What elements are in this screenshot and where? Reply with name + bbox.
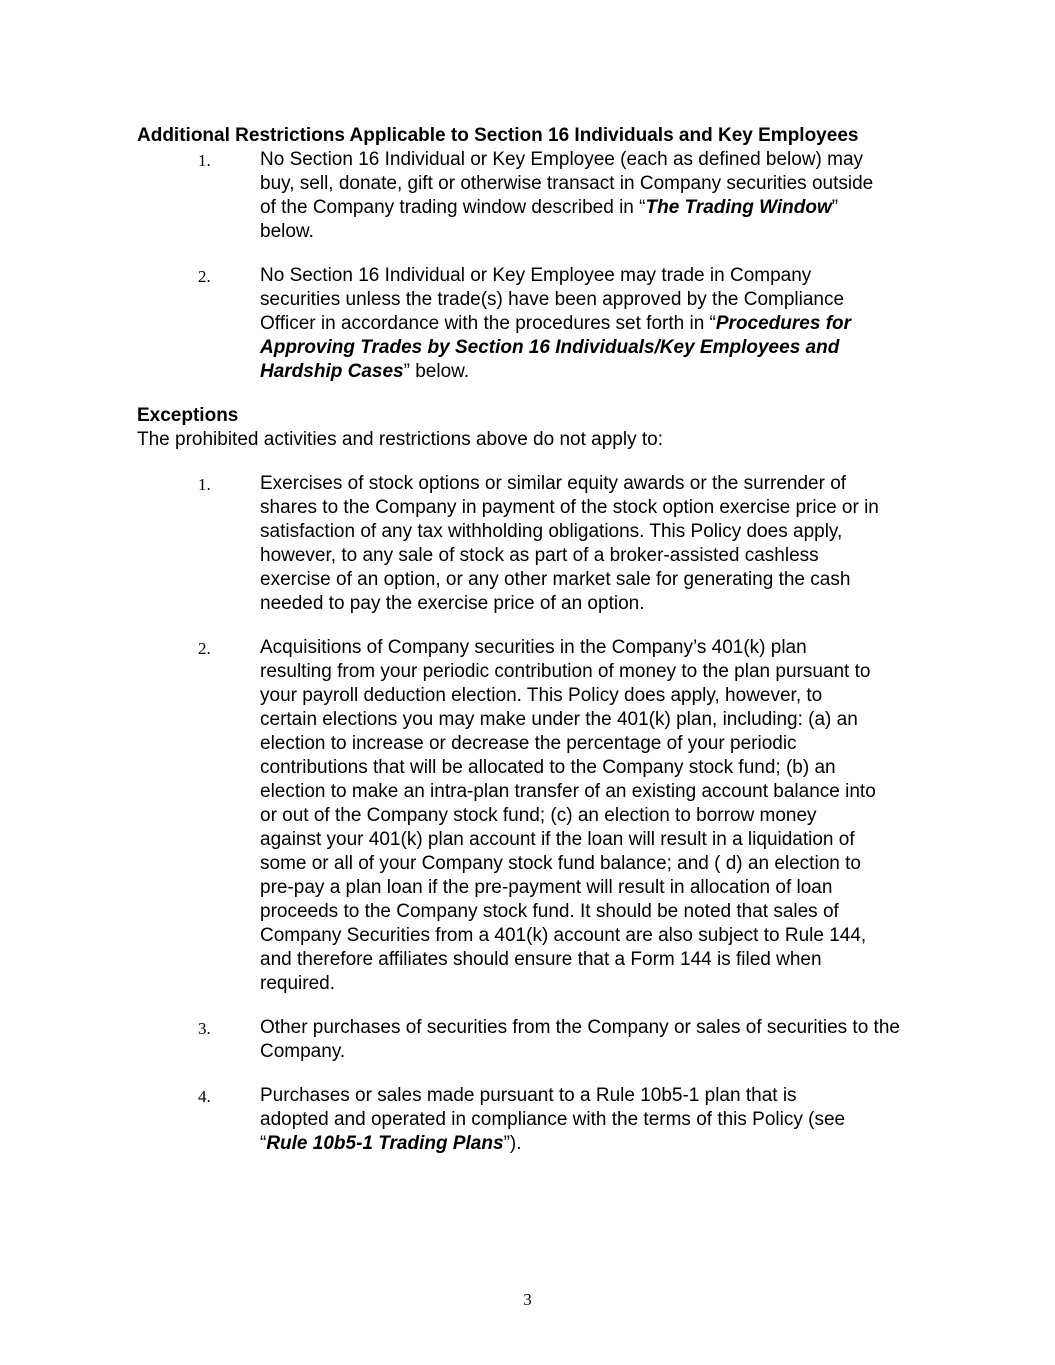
exception-item-text: Acquisitions of Company securities in the Company’s 401(k) plan resulting from your periodic contribution of money to the plan pursuant to your payroll deduction election. This Policy does apply, however, to certain elections you may make under the 401(k) plan, including: (a) an election to increase or decrease the percentage of your periodic contributions that will be allocated to the Company stock fund; (b) an election to make an intra-plan transfer of an existing account balance into or out of the Company stock fund; (c) an election to borrow money against your 401(k) plan account if the loan will result in a liquidation of some or all of your Company stock fund balance; and ( d) an election to pre-pay a plan loan if the pre-payment will result in allocation of loan proceeds to the Company stock fund. It should be noted that sales of Company Securities from a 401(k) account are also subject to Rule 144, and therefore affiliates should ensure that a Form 144 is filed when required. xyxy=(260,637,876,994)
exception-item-4 xyxy=(137,1084,937,1156)
exception-item-number: 1. xyxy=(198,475,211,494)
cross-reference: Procedures for Approving Trades by Section 16 Individuals/Key Employees and Hardship Cases xyxy=(260,313,852,382)
exception-item-text: Exercises of stock options or similar equity awards or the surrender of shares to the Company in payment of the stock option exercise price or in satisfaction of any tax withholding obligations. This Policy does apply, however, to any sale of stock as part of a broker-assisted cashless exercise of an option, or any other market sale for generating the cash needed to pay the exercise price of an option. xyxy=(260,473,879,614)
exception-item-2 xyxy=(137,636,937,996)
exceptions-intro: The prohibited activities and restrictions above do not apply to: xyxy=(137,429,663,450)
exception-item-1 xyxy=(137,472,937,616)
restriction-item-1 xyxy=(137,148,937,244)
restriction-item-text: No Section 16 Individual or Key Employee (each as defined below) may buy, sell, donate, gift or otherwise transact in Company securities outside of the Company trading window described in “The Trading Window” below. xyxy=(260,149,874,242)
exception-item-number: 2. xyxy=(198,639,211,658)
restriction-item-2 xyxy=(137,264,937,384)
restriction-item-text: No Section 16 Individual or Key Employee may trade in Company securities unless the trade(s) have been approved by the Compliance Officer in accordance with the procedures set forth in “Procedures for Approving Trades by Section 16 Individuals/Key Employees and Hardship Cases” below. xyxy=(260,265,852,382)
exception-item-text: Purchases or sales made pursuant to a Rule 10b5-1 plan that is adopted and operated in compliance with the terms of this Policy (see “Rule 10b5-1 Trading Plans”). xyxy=(260,1085,846,1154)
exceptions-heading: Exceptions xyxy=(137,405,239,426)
cross-reference: The Trading Window xyxy=(645,197,832,218)
restriction-item-number: 1. xyxy=(198,151,211,170)
page-number: 3 xyxy=(523,1290,532,1309)
exception-item-number: 3. xyxy=(198,1019,211,1038)
document-page xyxy=(137,124,937,1156)
exception-item-text: Other purchases of securities from the Company or sales of securities to the Company. xyxy=(260,1017,900,1062)
cross-reference: Rule 10b5-1 Trading Plans xyxy=(266,1133,504,1154)
restrictions-heading: Additional Restrictions Applicable to Section 16 Individuals and Key Employees xyxy=(137,125,859,146)
exception-item-number: 4. xyxy=(198,1087,211,1106)
restriction-item-number: 2. xyxy=(198,267,211,286)
exception-item-3 xyxy=(137,1016,937,1064)
